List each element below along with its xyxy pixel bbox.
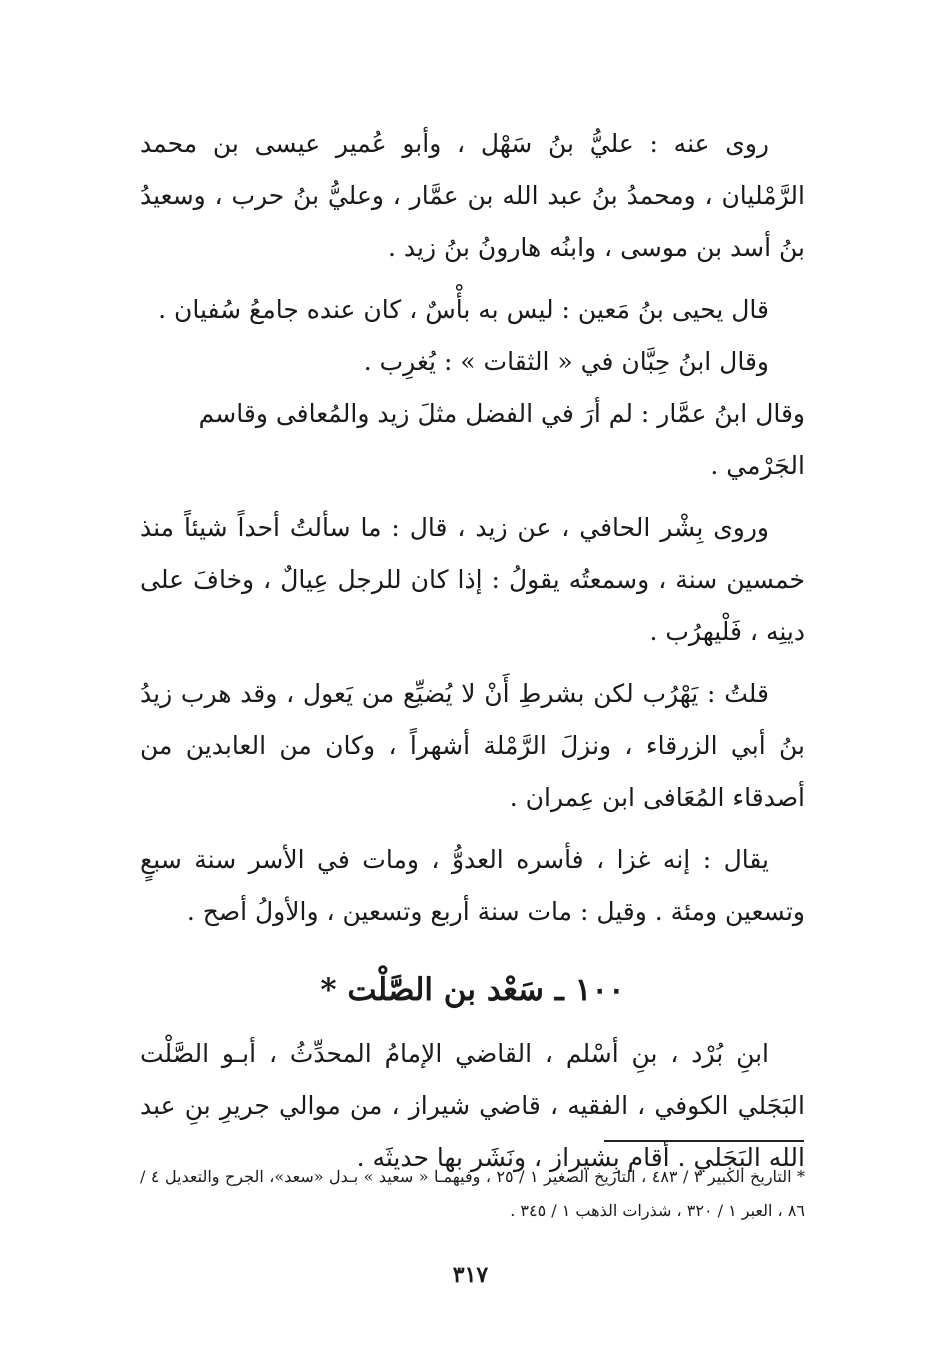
quote-line: قال يحيى بنُ مَعين : ليس به بأْسٌ ، كان عنده جامعُ سُفيان . (158, 295, 769, 324)
paragraph-text: يقال : إنه غزا ، فأسره العدوُّ ، ومات في الأسر سنة سبعٍ وتسعين ومئة . وقيل : مات سنة أربع وتسعين ، والأولُ أصح . (140, 845, 805, 926)
paragraph-text: وروى بِشْر الحافي ، عن زيد ، قال : ما سألتُ أحداً شيئاً منذ خمسين سنة ، وسمعتُه يقولُ : إذا كان للرجل عِيالٌ ، وخافَ على دينِه ، فَلْيهرُب . (140, 513, 805, 646)
page-body (140, 118, 805, 1194)
quotes-block (140, 284, 805, 492)
footnotes (140, 1160, 805, 1228)
entry-heading: ١٠٠ ـ سَعْد بن الصَّلْت * (320, 972, 625, 1008)
paragraph-text: قلتُ : يَهْرُب لكن بشرطِ أَنْ لا يُضيِّع من يَعول ، وقد هرب زيدُ بنُ أبي الزرقاء ، ونزلَ الرَّمْلة أشهراً ، وكان من العابدين من أصدقاء المُعَافى ابن عِمران . (140, 679, 805, 812)
footnote-text: * التاريخ الكبير ٣ / ٤٨٣ ، التاريخ الصغير ١ / ٢٥ ، وفيهمـا « سعيد » بـدل «سعد»، الجرح والتعديل ٤ / ٨٦ ، العبر ١ / ٣٢٠ ، شذرات الذهب ١ / ٣٤٥ . (140, 1167, 806, 1220)
quote-line: وقال ابنُ عمَّار : لم أرَ في الفضل مثلَ زيد والمُعافى وقاسم الجَرْمي . (198, 399, 805, 480)
paragraph (140, 118, 805, 274)
paragraph (140, 668, 805, 824)
paragraph (140, 502, 805, 658)
paragraph (140, 834, 805, 938)
paragraph-text: ابنِ بُرْد ، بنِ أسْلم ، القاضي الإمامُ المحدِّثُ ، أبـو الصَّلْت البَجَلي الكوفي ، الفقيه ، قاضي شيراز ، من موالي جريرِ بنِ عبد الله البَجَلي . أقام بِشيراز ، ونَشَر بها حديثَه . (140, 1039, 805, 1172)
paragraph-text: روى عنه : عليُّ بنُ سَهْل ، وأبو عُمير عيسى بن محمد الرَّمْليان ، ومحمدُ بنُ عبد الله بن عمَّار ، وعليُّ بنُ حرب ، وسعيدُ بنُ أسد بن موسى ، وابنُه هارونُ بنُ زيد . (140, 129, 805, 262)
quote-line: وقال ابنُ حِبَّان في « الثقات » : يُغرِب . (363, 347, 769, 376)
page-number: ٣١٧ (452, 1262, 489, 1288)
footnote-divider (604, 1140, 804, 1142)
